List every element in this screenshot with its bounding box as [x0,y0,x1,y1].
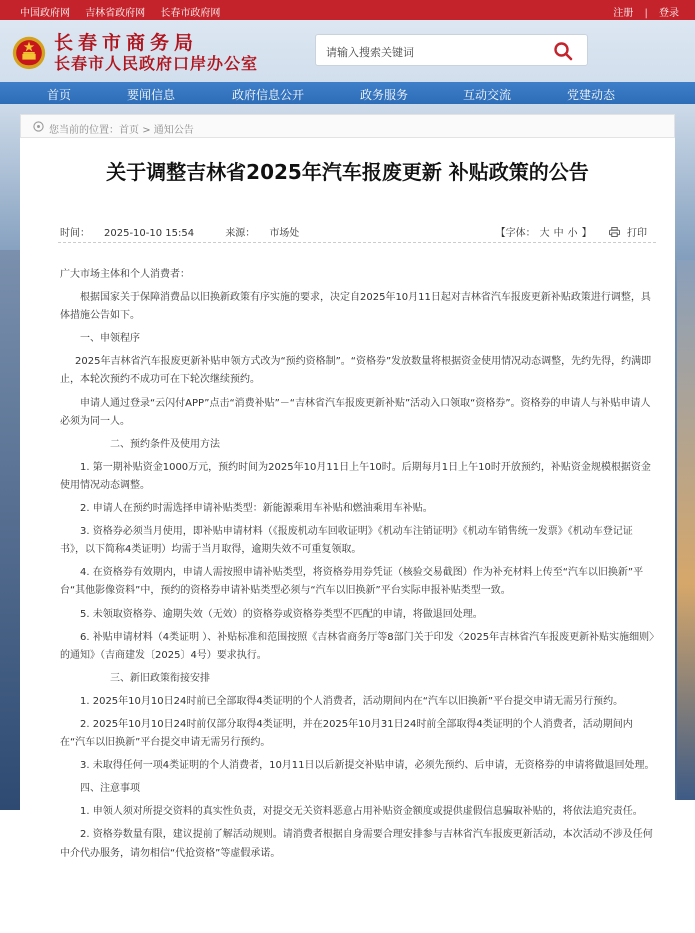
site-title-primary: 长春市商务局 [54,32,199,54]
content-panel [20,114,675,933]
article-paragraph: 1. 2025年10月10日24时前已全部取得4类证明的个人消费者，活动期间内在“汽车以旧换新”平台提交申请无需另行预约。 [80,695,624,707]
nav-item-home[interactable]: 首页 [47,88,72,102]
article-paragraph: 2. 资格券数量有限，建议提前了解活动规则。请消费者根据自身需要合理安排参与吉林省汽车报废更新活动，本次活动不涉及任何中介代办服务，请勿相信“代抢资格”等虚假承诺。 [60,829,653,859]
site-title-secondary: 长春市人民政府口岸办公室 [54,54,259,73]
link-changchun-gov[interactable]: 长春市政府网 [160,8,221,19]
article-paragraph: 5. 未领取资格券、逾期失效（无效）的资格券或资格券类型不匹配的申请，将做退回处理。 [80,608,483,620]
article-paragraph: 6. 补贴申请材料（4类证明 ）、补贴标准和范围按照《吉林省商务厅等8部门关于印发〈2025年吉林省汽车报废更新补贴实施细则〉的通知》（吉商建发〔2025〕4号）要求执行。 [60,631,655,661]
search-icon[interactable] [553,41,573,61]
register-link[interactable]: 注册 [613,8,634,19]
article-tools [492,224,647,239]
article-body [60,266,656,868]
account-links [605,4,679,19]
article-paragraph: 4. 在资格券有效期内，申请人需按照申请补贴类型，将资格券用券凭证（核验交易截图）作为补充材料上传至“汽车以旧换新”平台“其他影像资料”中，预约的资格券申请补贴类型必须与“汽车以旧换新”平台实际申报补贴类型一致。 [60,567,644,597]
nav-item-interaction[interactable]: 互动交流 [463,88,512,102]
article-paragraph: 2. 申请人在预约时需选择申请补贴类型：新能源乘用车补贴和燃油乘用车补贴。 [80,503,433,515]
search-input[interactable]: 请输入搜索关键词 [326,46,414,59]
publish-time: 时间： 2025-10-10 15:54 [60,228,195,239]
font-size-close: 】 [581,228,592,239]
breadcrumb-prefix: 您当前的位置： [49,125,119,136]
print-icon[interactable] [609,227,620,237]
article-paragraph: 申请人通过登录“云闪付APP”点击“消费补贴”－“吉林省汽车报废更新补贴”活动入口领取“资格券”。资格券的申请人与补贴申请人必须为同一人。 [60,397,651,427]
nav-item-services[interactable]: 政务服务 [360,88,409,102]
article-paragraph: 三、新旧政策衔接安排 [110,672,210,684]
external-links [20,4,232,19]
article-paragraph: 一、申领程序 [80,333,140,345]
article-paragraph: 3. 资格券必须当月使用，即补贴申请材料（《报废机动车回收证明》《机动车注销证明》《机动车销售统一发票》《机动车登记证书》，以下简称4类证明）均需于当月取得，逾期失效不可重复领取。 [60,526,633,556]
article-source: 来源： 市场处 [225,228,300,239]
font-size-small[interactable]: 小 [567,228,578,239]
breadcrumb [20,114,675,138]
article-paragraph: 3. 未取得任何一项4类证明的个人消费者，10月11日以后新提交补贴申请，必须先预约、后申请，无资格券的申请将做退回处理。 [80,760,655,772]
font-size-medium[interactable]: 中 [553,228,564,239]
nav-item-gov-info[interactable]: 政府信息公开 [232,88,305,102]
nav-item-news[interactable]: 要闻信息 [127,88,176,102]
article-paragraph: 1. 第一期补贴资金1000万元，预约时间为2025年10月11日上午10时。后期每月1日上午10时开放预约，补贴资金规模根据资金使用情况动态调整。 [60,461,651,491]
article-paragraph: 四、注意事项 [80,783,140,795]
breadcrumb-separator: > [142,125,151,136]
home-icon [33,121,44,132]
article-paragraph: 广大市场主体和个人消费者： [60,269,190,280]
article-paragraph: 根据国家关于保障消费品以旧换新政策有序实施的要求，决定自2025年10月11日起对吉林省汽车报废更新补贴政策进行调整，具体措施公告如下。 [60,292,651,322]
background-scenery-right [677,260,695,800]
search-box[interactable] [315,34,588,66]
breadcrumb-trail [49,121,194,136]
account-separator: | [644,8,648,19]
article-paragraph: 二、预约条件及使用方法 [110,438,220,450]
top-utility-bar [0,0,695,20]
login-link[interactable]: 登录 [659,8,679,19]
article-title: 关于调整吉林省2025年汽车报废更新 补贴政策的公告 [106,160,589,184]
font-size-large[interactable]: 大 [539,228,550,239]
article-paragraph: 2025年吉林省汽车报废更新补贴申领方式改为“预约资格制”。“资格券”发放数量将根据资金使用情况动态调整，先约先得，约满即止，本轮次预约不成功可在下轮次继续预约。 [60,356,652,386]
site-header [0,20,695,82]
print-button[interactable]: 打印 [627,228,647,239]
link-jilin-gov[interactable]: 吉林省政府网 [85,8,146,19]
breadcrumb-home[interactable]: 首页 [119,125,139,136]
nav-item-party[interactable]: 党建动态 [567,88,616,102]
emblem-icon [10,33,48,71]
background-scenery-left [0,250,20,810]
main-nav [0,82,695,104]
meta-divider [58,242,656,243]
site-title[interactable] [54,32,258,74]
font-size-label: 【字体： [495,228,536,239]
link-china-gov[interactable]: 中国政府网 [20,8,70,19]
article-meta [60,224,327,239]
article-paragraph: 1. 申领人须对所提交资料的真实性负责，对提交无关资料恶意占用补贴资金额度或提供虚假信息骗取补贴的，将依法追究责任。 [80,806,643,818]
article-paragraph: 2. 2025年10月10日24时前仅部分取得4类证明，并在2025年10月31日24时前全部取得4类证明的个人消费者，活动期间内在“汽车以旧换新”平台提交申请无需另行预约。 [60,718,633,749]
breadcrumb-current[interactable]: 通知公告 [153,125,194,136]
